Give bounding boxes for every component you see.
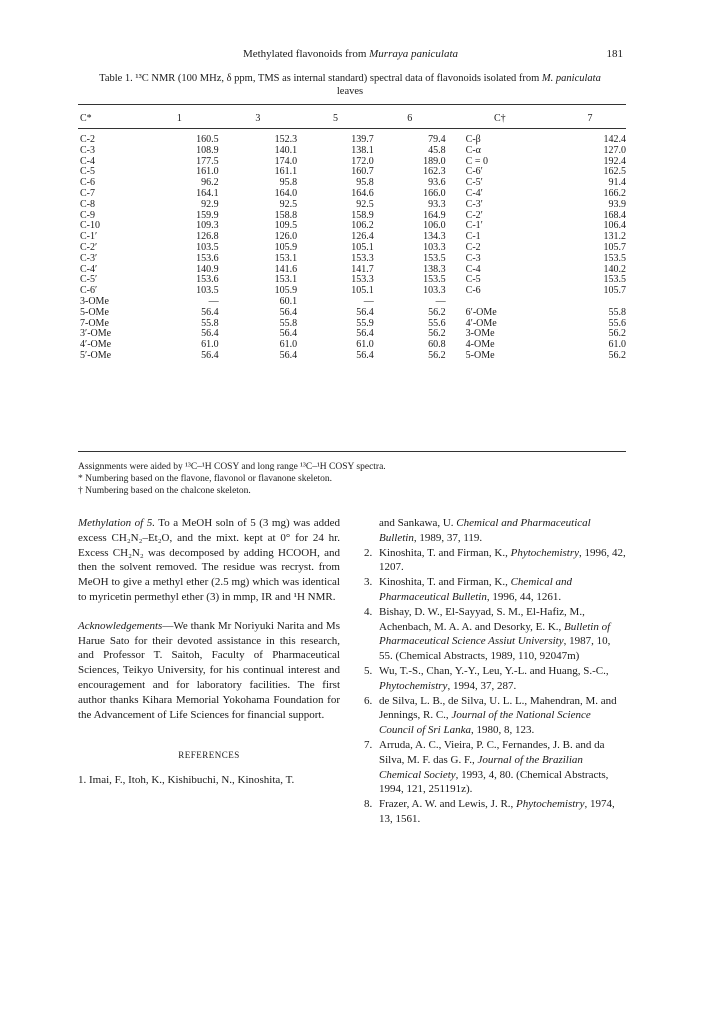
reference-details: , 1987, 10, 55. (Chemical Abstracts, 1989, 110, 92047m) — [379, 635, 611, 663]
carbon-label-cell: C-6 — [80, 177, 95, 189]
reference-number: 4. — [364, 605, 373, 618]
shift-value-cell: 93.9 — [608, 198, 626, 210]
shift-value-cell: 158.9 — [351, 209, 374, 221]
page-number: 181 — [606, 48, 623, 60]
shift-value-cell: 95.8 — [356, 177, 374, 189]
shift-value-cell: 105.9 — [274, 241, 298, 253]
shift-value-cell: 91.4 — [608, 177, 626, 189]
carbon-label-cell: 4-OMe — [465, 339, 495, 351]
acknowledgements-text: —We thank Mr Noriyuki Narita and Ms Harue Sato for their devoted assistance in this research, and Professor T. Saitoh, Faculty of Pharmaceutical Sciences, Teikyo University, for his continual interest and encouragement and for laboratory facilities. The first author thanks Kihara Memorial Yokohama Foundation for the Advancement of Life Sciences for financial support. — [78, 619, 340, 721]
shift-value-cell: 106.0 — [423, 220, 446, 232]
shift-value-cell: 92.5 — [356, 198, 374, 210]
reference-details: , 1994, 37, 287. — [447, 679, 517, 692]
table-row — [78, 125, 626, 146]
shift-value-cell: 131.2 — [603, 231, 626, 243]
shift-value-cell: 141.6 — [274, 263, 298, 275]
shift-value-cell: 140.2 — [603, 263, 626, 275]
header-cell: C† — [494, 113, 506, 124]
shift-value-cell: 153.6 — [196, 252, 219, 264]
shift-value-cell: 56.4 — [201, 328, 219, 340]
carbon-label-cell: C-4 — [80, 155, 95, 167]
reference-authors: Kinoshita, T. and Firman, K., — [379, 546, 511, 559]
shift-value-cell: 168.4 — [603, 209, 626, 221]
carbon-label-cell — [446, 297, 554, 308]
shift-value-cell: 153.5 — [603, 274, 626, 286]
carbon-label-cell: C-2′ — [80, 241, 98, 253]
shift-value-cell: 153.3 — [351, 252, 374, 264]
shift-value-cell: 56.4 — [201, 306, 219, 318]
methylation-text: To a MeOH soln of 5 (3 mg) was added excess CH₂N₂–Et₂O, and the mixt. kept at 0° for 24 hr. Excess CH₂N₂ was decomposed by adding HCOOH, and then the solvent removed. The residue was recryst. from MeOH to give a methyl ether (2.5 mg) which was identical to myricetin permethyl ether (3) in mmp, IR and ¹H NMR. — [78, 517, 340, 603]
shift-value-cell: 92.9 — [201, 198, 219, 210]
carbon-label-cell: C-2′ — [465, 209, 483, 221]
carbon-label-cell: C = 0 — [465, 155, 488, 167]
table-row — [78, 254, 626, 265]
shift-value-cell: 126.4 — [351, 231, 374, 243]
shift-value-cell: 56.4 — [356, 328, 374, 340]
shift-value-cell: 56.4 — [279, 306, 298, 318]
table-caption — [75, 72, 625, 98]
shift-value-cell: 60.1 — [279, 295, 298, 307]
table-row — [78, 200, 626, 211]
reference-item — [364, 664, 626, 694]
shift-value-cell: 105.1 — [351, 285, 374, 297]
shift-value-cell: 162.5 — [603, 166, 626, 178]
carbon-label-cell: 3-OMe — [465, 328, 495, 340]
shift-value-cell: 127.0 — [603, 144, 626, 156]
carbon-label-cell: C-9 — [80, 209, 95, 221]
shift-value-cell: 166.2 — [603, 187, 626, 199]
carbon-label-cell: C-6′ — [80, 285, 98, 297]
shift-value-cell: 96.2 — [201, 177, 219, 189]
carbon-label-cell: C-1 — [465, 231, 481, 243]
shift-value-cell: 103.5 — [196, 241, 219, 253]
methylation-heading: Methylation of 5. — [78, 517, 155, 529]
shift-value-cell: 105.9 — [274, 285, 298, 297]
reference-authors: Frazer, A. W. and Lewis, J. R., — [379, 798, 517, 811]
carbon-label-cell: C-8 — [80, 198, 95, 210]
shift-value-cell: — — [208, 295, 219, 307]
carbon-label-cell: 3-OMe — [80, 295, 109, 307]
footnote: Assignments were aided by ¹³C–¹H COSY and long range ¹³C–¹H COSY spectra. — [78, 462, 386, 472]
shift-value-cell: 55.8 — [608, 306, 626, 318]
carbon-label-cell: C-3 — [80, 144, 95, 156]
caption-text: Table 1. ¹³C NMR (100 MHz, δ ppm, TMS as internal standard) spectral data of flavonoids isolated from — [99, 73, 542, 84]
shift-value-cell: 140.1 — [274, 144, 298, 156]
right-column — [364, 516, 626, 827]
reference-authors: Bishay, D. W., El-Sayyad, S. M., El-Hafiz, M., Achenbach, M. A. A. and Desorky, E. K., — [379, 605, 585, 633]
shift-value-cell: 55.9 — [356, 317, 374, 329]
reference-number: 2. — [364, 546, 373, 559]
table-row — [78, 308, 626, 319]
carbon-label-cell: C-7 — [80, 187, 95, 199]
shift-value-cell: 45.8 — [428, 144, 446, 156]
shift-value-cell: 153.5 — [423, 252, 446, 264]
reference-details: , 1993, 4, 80. (Chemical Abstracts, 1994, 121, 251191z). — [379, 768, 609, 796]
shift-value-cell: 92.5 — [279, 198, 298, 210]
carbon-label-cell: 5-OMe — [80, 306, 109, 318]
reference-journal: Journal of the Brazilian Chemical Society — [379, 753, 583, 781]
caption-species: M. paniculata — [541, 73, 601, 84]
shift-value-cell: 162.3 — [423, 166, 446, 178]
carbon-label-cell: 4′-OMe — [80, 339, 112, 351]
shift-value-cell: 79.4 — [428, 134, 446, 145]
shift-value-cell: 159.9 — [196, 209, 219, 221]
reference-item — [364, 546, 626, 576]
table-body — [78, 125, 626, 362]
table-header-row — [78, 112, 626, 125]
reference-journal: Journal of the National Science Council of Sri Lanka — [379, 709, 591, 737]
table-row — [78, 319, 626, 330]
shift-value-cell: 95.8 — [279, 177, 298, 189]
reference-item — [364, 694, 626, 738]
shift-value-cell: 103.3 — [423, 241, 446, 253]
carbon-label-cell: C-1′ — [80, 231, 98, 243]
shift-value-cell: 177.5 — [196, 155, 219, 167]
shift-value-cell: 56.2 — [428, 349, 446, 361]
shift-value-cell: 142.4 — [603, 134, 626, 145]
carbon-label-cell: C-5′ — [80, 274, 98, 286]
shift-value-cell: 55.8 — [279, 317, 298, 329]
shift-value-cell: 164.6 — [351, 187, 374, 199]
carbon-label-cell: C-β — [465, 134, 481, 145]
shift-value-cell: 61.0 — [279, 339, 298, 351]
reference-1-start: 1. Imai, F., Itoh, K., Kishibuchi, N., Kinoshita, T. — [78, 774, 295, 787]
shift-value-cell: 138.3 — [423, 263, 446, 275]
shift-value-cell: 161.0 — [196, 166, 219, 178]
shift-value-cell: 153.6 — [196, 274, 219, 286]
carbon-label-cell: 6′-OMe — [465, 306, 497, 318]
carbon-label-cell: 5′-OMe — [80, 349, 112, 361]
reference-item — [364, 738, 626, 797]
header-cell: 3 — [255, 113, 261, 124]
shift-value-cell: 164.0 — [274, 187, 298, 199]
nmr-table — [78, 112, 626, 362]
shift-value-cell: 106.4 — [603, 220, 626, 232]
shift-value-cell: 166.0 — [423, 187, 446, 199]
table-row — [78, 297, 626, 308]
shift-value-cell: 153.1 — [274, 274, 298, 286]
reference-number: 8. — [364, 798, 373, 811]
acknowledgements-paragraph — [78, 619, 340, 723]
reference-details: , 1980, 8, 123. — [470, 724, 535, 737]
shift-value-cell: 55.6 — [428, 317, 446, 329]
acknowledgements-heading: Acknowledgements — [78, 619, 163, 632]
shift-value-cell: 61.0 — [356, 339, 374, 351]
reference-journal: Phytochemistry — [516, 798, 585, 811]
shift-value-cell: 192.4 — [603, 155, 626, 167]
footnote: † Numbering based on the chalcone skeleton. — [78, 486, 251, 496]
reference-authors: Kinoshita, T. and Firman, K., — [379, 576, 511, 589]
shift-value-cell: 56.4 — [279, 349, 298, 361]
reference-item — [364, 575, 626, 605]
header-cell: C* — [80, 113, 92, 124]
carbon-label-cell: 5-OMe — [465, 349, 495, 361]
table-row — [78, 340, 626, 351]
reference-journal: Bulletin of Pharmaceutical Science Assiut University — [379, 620, 611, 648]
shift-value-cell: 164.9 — [423, 209, 446, 221]
table-row — [78, 351, 626, 362]
carbon-label-cell: C-2 — [80, 134, 95, 145]
methylation-paragraph — [78, 516, 340, 605]
carbon-label-cell: C-α — [465, 144, 481, 156]
footnote: * Numbering based on the flavone, flavonol or flavanone skeleton. — [78, 474, 333, 484]
shift-value-cell: 126.0 — [274, 231, 298, 243]
left-column — [78, 516, 340, 788]
shift-value-cell: 93.6 — [428, 177, 446, 189]
reference-authors: Arruda, A. C., Vieira, P. C., Fernandes, J. B. and da Silva, M. F. das G. F., — [379, 738, 605, 766]
shift-value-cell: 56.2 — [428, 328, 446, 340]
reference-number: 7. — [364, 738, 373, 751]
shift-value-cell: 109.3 — [196, 220, 219, 232]
shift-value-cell: 61.0 — [201, 339, 219, 351]
shift-value-cell: 160.5 — [196, 134, 219, 145]
shift-value-cell: 172.0 — [351, 155, 374, 167]
reference-1-continued: and Sankawa, U. Chemical and Pharmaceutical Bulletin, 1989, 37, 119. — [379, 517, 591, 544]
shift-value-cell: 109.5 — [274, 220, 298, 232]
carbon-label-cell: C-3 — [465, 252, 481, 264]
carbon-label-cell: C-10 — [80, 220, 100, 232]
shift-value-cell: 139.7 — [351, 134, 374, 145]
shift-value-cell: 103.3 — [423, 285, 446, 297]
shift-value-cell: 108.9 — [196, 144, 219, 156]
shift-value-cell: 93.3 — [428, 198, 446, 210]
reference-number: 3. — [364, 576, 373, 589]
shift-value-cell: 158.8 — [274, 209, 298, 221]
shift-value-cell: 134.3 — [423, 231, 446, 243]
carbon-label-cell: C-4′ — [80, 263, 98, 275]
reference-item — [364, 605, 626, 664]
carbon-label-cell: C-5′ — [465, 177, 483, 189]
reference-item — [364, 797, 626, 827]
shift-value-cell: 126.8 — [196, 231, 219, 243]
table-footnotes — [78, 461, 626, 497]
carbon-label-cell: 7-OMe — [80, 317, 109, 329]
reference-details: , 1974, 13, 1561. — [379, 798, 615, 825]
running-title-species: Murraya paniculata — [369, 48, 459, 60]
shift-value-cell: 56.4 — [201, 349, 219, 361]
table-row — [78, 189, 626, 200]
carbon-label-cell: C-4 — [465, 263, 481, 275]
shift-value-cell: — — [435, 295, 446, 307]
carbon-label-cell: 4′-OMe — [465, 317, 497, 329]
shift-value-cell: 152.3 — [274, 134, 298, 145]
shift-value-cell: 56.2 — [608, 328, 626, 340]
header-cell: 6 — [407, 113, 413, 124]
reference-authors: Wu, T.-S., Chan, Y.-Y., Leu, Y.-L. and Huang, S.-C., — [379, 664, 609, 677]
carbon-label-cell: C-6 — [465, 285, 481, 297]
shift-value-cell: 153.5 — [603, 252, 626, 264]
shift-value-cell: 141.7 — [351, 263, 374, 275]
shift-value-cell: 56.4 — [356, 306, 374, 318]
reference-journal: Phytochemistry — [510, 546, 580, 559]
shift-value-cell: 106.2 — [351, 220, 374, 232]
reference-number: 5. — [364, 664, 373, 677]
shift-value-cell: 56.2 — [608, 349, 626, 361]
carbon-label-cell: C-3′ — [80, 252, 98, 264]
shift-value-cell: 153.1 — [274, 252, 298, 264]
reference-journal: Phytochemistry — [379, 679, 448, 692]
shift-value-cell: — — [363, 295, 374, 307]
header-cell: 5 — [332, 113, 338, 124]
shift-value-cell: 138.1 — [351, 144, 374, 156]
shift-value-cell: 174.0 — [274, 155, 298, 167]
table-row — [78, 286, 626, 297]
table-row — [78, 167, 626, 178]
shift-value-cell: 164.1 — [196, 187, 219, 199]
running-title: Methylated flavonoids from — [242, 48, 370, 60]
shift-value-cell: 55.6 — [608, 317, 626, 329]
reference-details: , 1996, 42, 1207. — [379, 546, 626, 574]
reference-authors: de Silva, L. B., de Silva, U. L. L., Mahendran, M. and Jennings, R. C., — [379, 694, 617, 722]
table-row — [78, 146, 626, 157]
carbon-label-cell: 3′-OMe — [80, 328, 112, 340]
shift-value-cell: 103.5 — [196, 285, 219, 297]
shift-value-cell: 56.4 — [279, 328, 298, 340]
shift-value-cell: 153.3 — [351, 274, 374, 286]
shift-value-cell: 140.9 — [196, 263, 219, 275]
shift-value-cell: 160.7 — [351, 166, 374, 178]
shift-value-cell: 105.1 — [351, 241, 374, 253]
reference-number: 6. — [364, 694, 373, 707]
shift-value-cell: 153.5 — [423, 274, 446, 286]
shift-value-cell: 189.0 — [423, 155, 446, 167]
reference-list — [364, 546, 626, 827]
reference-journal: Chemical and Pharmaceutical Bulletin — [379, 576, 573, 603]
shift-value-cell: 161.1 — [274, 166, 298, 178]
table-row — [78, 329, 626, 340]
shift-value-cell: 56.4 — [356, 349, 374, 361]
carbon-label-cell: C-4′ — [465, 187, 483, 199]
shift-value-cell: 105.7 — [603, 285, 626, 297]
shift-value-cell: 61.0 — [608, 339, 626, 351]
table-bottom-rule — [78, 451, 626, 452]
header-cell: 1 — [176, 113, 182, 124]
carbon-label-cell: C-3′ — [465, 198, 483, 210]
references-heading: REFERENCES — [178, 750, 240, 761]
carbon-label-cell: C-5 — [465, 274, 481, 286]
shift-value-cell: 56.2 — [428, 306, 446, 318]
caption-text-end: leaves — [336, 86, 364, 97]
carbon-label-cell: C-6′ — [465, 166, 483, 178]
carbon-label-cell: C-5 — [80, 166, 95, 178]
shift-value-cell: 105.7 — [603, 241, 626, 253]
running-head — [0, 48, 701, 60]
carbon-label-cell: C-1′ — [465, 220, 483, 232]
carbon-label-cell: C-2 — [465, 241, 481, 253]
shift-value-cell: 60.8 — [428, 339, 446, 351]
header-cell: 7 — [587, 113, 593, 124]
reference-details: , 1996, 44, 1261. — [486, 590, 562, 603]
table-top-rule — [78, 104, 626, 105]
shift-value-cell: 55.8 — [201, 317, 219, 329]
